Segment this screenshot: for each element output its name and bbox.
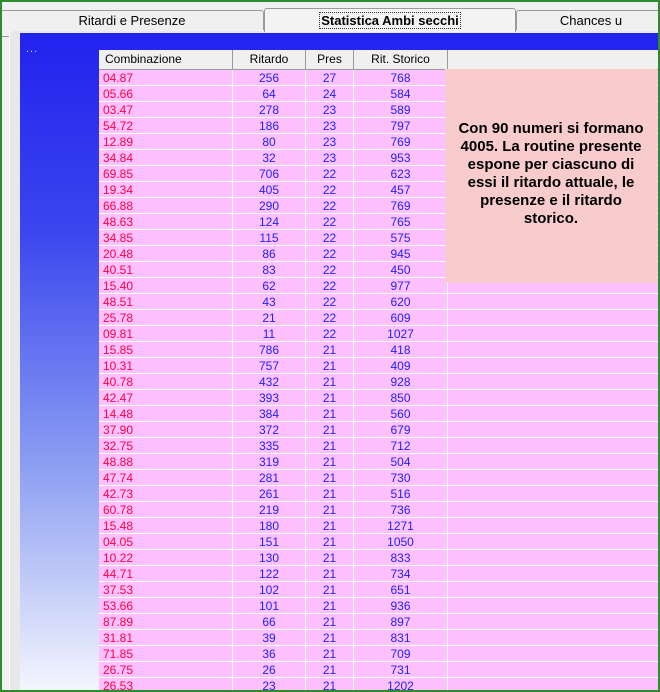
cell-pres: 21 xyxy=(306,678,354,692)
cell-combinazione: 60.78 xyxy=(99,502,233,518)
cell-rit-storico: 709 xyxy=(354,646,448,662)
cell-pres: 21 xyxy=(306,358,354,374)
cell-rit-storico: 1271 xyxy=(354,518,448,534)
cell-filler xyxy=(448,374,659,390)
cell-combinazione: 15.40 xyxy=(99,278,233,294)
cell-rit-storico: 620 xyxy=(354,294,448,310)
cell-rit-storico: 850 xyxy=(354,390,448,406)
cell-pres: 22 xyxy=(306,278,354,294)
panel-dots: ... xyxy=(26,43,39,55)
cell-combinazione: 37.53 xyxy=(99,582,233,598)
cell-ritardo: 26 xyxy=(233,662,306,678)
cell-rit-storico: 936 xyxy=(354,598,448,614)
cell-combinazione: 26.53 xyxy=(99,678,233,692)
cell-rit-storico: 1050 xyxy=(354,534,448,550)
cell-rit-storico: 945 xyxy=(354,246,448,262)
cell-combinazione: 53.66 xyxy=(99,598,233,614)
cell-ritardo: 372 xyxy=(233,422,306,438)
cell-combinazione: 48.51 xyxy=(99,294,233,310)
cell-combinazione: 37.90 xyxy=(99,422,233,438)
cell-combinazione: 04.05 xyxy=(99,534,233,550)
cell-pres: 21 xyxy=(306,534,354,550)
cell-rit-storico: 418 xyxy=(354,342,448,358)
cell-pres: 23 xyxy=(306,118,354,134)
column-header-ritardo[interactable]: Ritardo xyxy=(233,50,306,69)
cell-rit-storico: 651 xyxy=(354,582,448,598)
cell-ritardo: 32 xyxy=(233,150,306,166)
cell-rit-storico: 679 xyxy=(354,422,448,438)
cell-pres: 21 xyxy=(306,550,354,566)
cell-filler xyxy=(448,678,659,692)
cell-ritardo: 86 xyxy=(233,246,306,262)
cell-pres: 22 xyxy=(306,326,354,342)
cell-ritardo: 432 xyxy=(233,374,306,390)
cell-combinazione: 87.89 xyxy=(99,614,233,630)
cell-pres: 21 xyxy=(306,454,354,470)
cell-ritardo: 290 xyxy=(233,198,306,214)
cell-pres: 22 xyxy=(306,246,354,262)
cell-pres: 23 xyxy=(306,150,354,166)
cell-pres: 22 xyxy=(306,182,354,198)
cell-combinazione: 34.84 xyxy=(99,150,233,166)
cell-pres: 21 xyxy=(306,342,354,358)
cell-filler xyxy=(448,454,659,470)
cell-combinazione: 04.87 xyxy=(99,70,233,86)
cell-rit-storico: 768 xyxy=(354,70,448,86)
cell-combinazione: 34.85 xyxy=(99,230,233,246)
column-header-rit-storico[interactable]: Rit. Storico xyxy=(354,50,448,69)
cell-combinazione: 66.88 xyxy=(99,198,233,214)
cell-ritardo: 130 xyxy=(233,550,306,566)
cell-rit-storico: 730 xyxy=(354,470,448,486)
cell-combinazione: 25.78 xyxy=(99,310,233,326)
cell-pres: 21 xyxy=(306,470,354,486)
cell-rit-storico: 457 xyxy=(354,182,448,198)
cell-ritardo: 80 xyxy=(233,134,306,150)
cell-combinazione: 42.73 xyxy=(99,486,233,502)
cell-pres: 21 xyxy=(306,502,354,518)
cell-rit-storico: 409 xyxy=(354,358,448,374)
cell-combinazione: 40.78 xyxy=(99,374,233,390)
cell-ritardo: 384 xyxy=(233,406,306,422)
cell-rit-storico: 928 xyxy=(354,374,448,390)
cell-pres: 21 xyxy=(306,614,354,630)
cell-ritardo: 219 xyxy=(233,502,306,518)
cell-pres: 21 xyxy=(306,566,354,582)
cell-rit-storico: 731 xyxy=(354,662,448,678)
cell-ritardo: 405 xyxy=(233,182,306,198)
cell-pres: 22 xyxy=(306,294,354,310)
cell-rit-storico: 769 xyxy=(354,134,448,150)
cell-rit-storico: 897 xyxy=(354,614,448,630)
cell-combinazione: 71.85 xyxy=(99,646,233,662)
cell-ritardo: 278 xyxy=(233,102,306,118)
cell-pres: 21 xyxy=(306,518,354,534)
cell-combinazione: 12.89 xyxy=(99,134,233,150)
cell-ritardo: 36 xyxy=(233,646,306,662)
cell-ritardo: 43 xyxy=(233,294,306,310)
cell-combinazione: 69.85 xyxy=(99,166,233,182)
cell-pres: 27 xyxy=(306,70,354,86)
cell-combinazione: 42.47 xyxy=(99,390,233,406)
cell-rit-storico: 623 xyxy=(354,166,448,182)
cell-ritardo: 335 xyxy=(233,438,306,454)
cell-filler xyxy=(448,662,659,678)
cell-filler xyxy=(448,486,659,502)
column-header-combinazione[interactable]: Combinazione xyxy=(99,50,233,69)
cell-ritardo: 393 xyxy=(233,390,306,406)
cell-ritardo: 786 xyxy=(233,342,306,358)
cell-pres: 22 xyxy=(306,166,354,182)
column-header-pres[interactable]: Pres xyxy=(306,50,354,69)
cell-combinazione: 03.47 xyxy=(99,102,233,118)
tab-strip xyxy=(2,8,658,32)
cell-pres: 24 xyxy=(306,86,354,102)
cell-rit-storico: 450 xyxy=(354,262,448,278)
cell-filler xyxy=(448,598,659,614)
cell-filler xyxy=(448,582,659,598)
cell-filler xyxy=(448,470,659,486)
cell-filler xyxy=(448,310,659,326)
cell-rit-storico: 734 xyxy=(354,566,448,582)
cell-combinazione: 32.75 xyxy=(99,438,233,454)
cell-pres: 22 xyxy=(306,230,354,246)
cell-filler xyxy=(448,630,659,646)
cell-combinazione: 31.81 xyxy=(99,630,233,646)
cell-pres: 21 xyxy=(306,374,354,390)
cell-rit-storico: 584 xyxy=(354,86,448,102)
cell-filler xyxy=(448,390,659,406)
tab-ritardi-presenze[interactable]: Ritardi e Presenze xyxy=(0,10,264,30)
cell-combinazione: 40.51 xyxy=(99,262,233,278)
cell-rit-storico: 1027 xyxy=(354,326,448,342)
cell-combinazione: 09.81 xyxy=(99,326,233,342)
cell-pres: 21 xyxy=(306,438,354,454)
cell-filler xyxy=(448,406,659,422)
cell-pres: 21 xyxy=(306,662,354,678)
cell-combinazione: 10.22 xyxy=(99,550,233,566)
cell-filler xyxy=(448,550,659,566)
cell-ritardo: 11 xyxy=(233,326,306,342)
cell-rit-storico: 736 xyxy=(354,502,448,518)
cell-ritardo: 281 xyxy=(233,470,306,486)
cell-ritardo: 39 xyxy=(233,630,306,646)
cell-rit-storico: 977 xyxy=(354,278,448,294)
cell-pres: 21 xyxy=(306,582,354,598)
cell-ritardo: 66 xyxy=(233,614,306,630)
cell-rit-storico: 589 xyxy=(354,102,448,118)
cell-combinazione: 20.48 xyxy=(99,246,233,262)
cell-rit-storico: 833 xyxy=(354,550,448,566)
cell-pres: 22 xyxy=(306,310,354,326)
cell-combinazione: 15.48 xyxy=(99,518,233,534)
cell-rit-storico: 712 xyxy=(354,438,448,454)
cell-rit-storico: 769 xyxy=(354,198,448,214)
cell-filler xyxy=(448,518,659,534)
cell-pres: 22 xyxy=(306,262,354,278)
cell-combinazione: 48.88 xyxy=(99,454,233,470)
cell-filler xyxy=(448,326,659,342)
cell-filler xyxy=(448,342,659,358)
cell-filler xyxy=(448,646,659,662)
cell-ritardo: 83 xyxy=(233,262,306,278)
cell-pres: 21 xyxy=(306,630,354,646)
cell-rit-storico: 765 xyxy=(354,214,448,230)
cell-combinazione: 54.72 xyxy=(99,118,233,134)
cell-filler xyxy=(448,422,659,438)
cell-ritardo: 101 xyxy=(233,598,306,614)
cell-ritardo: 186 xyxy=(233,118,306,134)
cell-combinazione: 26.75 xyxy=(99,662,233,678)
cell-pres: 21 xyxy=(306,406,354,422)
cell-combinazione: 48.63 xyxy=(99,214,233,230)
cell-rit-storico: 609 xyxy=(354,310,448,326)
cell-pres: 23 xyxy=(306,134,354,150)
cell-filler xyxy=(448,438,659,454)
cell-ritardo: 21 xyxy=(233,310,306,326)
cell-ritardo: 256 xyxy=(233,70,306,86)
grid-header xyxy=(99,50,659,70)
cell-pres: 21 xyxy=(306,390,354,406)
tab-chances[interactable]: Chances u xyxy=(516,10,660,30)
cell-rit-storico: 504 xyxy=(354,454,448,470)
cell-combinazione: 19.34 xyxy=(99,182,233,198)
cell-pres: 21 xyxy=(306,598,354,614)
cell-ritardo: 151 xyxy=(233,534,306,550)
cell-ritardo: 319 xyxy=(233,454,306,470)
cell-ritardo: 124 xyxy=(233,214,306,230)
cell-rit-storico: 831 xyxy=(354,630,448,646)
cell-combinazione: 14.48 xyxy=(99,406,233,422)
cell-ritardo: 122 xyxy=(233,566,306,582)
cell-filler xyxy=(448,614,659,630)
cell-combinazione: 05.66 xyxy=(99,86,233,102)
cell-filler xyxy=(448,566,659,582)
cell-rit-storico: 516 xyxy=(354,486,448,502)
cell-pres: 21 xyxy=(306,422,354,438)
cell-ritardo: 62 xyxy=(233,278,306,294)
cell-filler xyxy=(448,358,659,374)
cell-combinazione: 15.85 xyxy=(99,342,233,358)
cell-pres: 21 xyxy=(306,646,354,662)
cell-rit-storico: 560 xyxy=(354,406,448,422)
cell-pres: 23 xyxy=(306,102,354,118)
cell-rit-storico: 1202 xyxy=(354,678,448,692)
cell-filler xyxy=(448,534,659,550)
cell-ritardo: 180 xyxy=(233,518,306,534)
cell-pres: 22 xyxy=(306,198,354,214)
cell-ritardo: 706 xyxy=(233,166,306,182)
cell-rit-storico: 797 xyxy=(354,118,448,134)
tab-statistica-ambi-secchi[interactable]: Statistica Ambi secchi xyxy=(264,8,516,32)
cell-ritardo: 102 xyxy=(233,582,306,598)
cell-rit-storico: 575 xyxy=(354,230,448,246)
info-note: Con 90 numeri si formano 4005. La routine presente espone per ciascuno di essi il ritardo attuale, le presenze e il ritardo storico. xyxy=(445,69,657,283)
cell-combinazione: 44.71 xyxy=(99,566,233,582)
cell-ritardo: 757 xyxy=(233,358,306,374)
cell-filler xyxy=(448,502,659,518)
cell-filler xyxy=(448,294,659,310)
cell-pres: 21 xyxy=(306,486,354,502)
cell-pres: 22 xyxy=(306,214,354,230)
cell-ritardo: 64 xyxy=(233,86,306,102)
cell-combinazione: 47.74 xyxy=(99,470,233,486)
cell-combinazione: 10.31 xyxy=(99,358,233,374)
cell-ritardo: 115 xyxy=(233,230,306,246)
cell-ritardo: 261 xyxy=(233,486,306,502)
cell-ritardo: 23 xyxy=(233,678,306,692)
cell-rit-storico: 953 xyxy=(354,150,448,166)
